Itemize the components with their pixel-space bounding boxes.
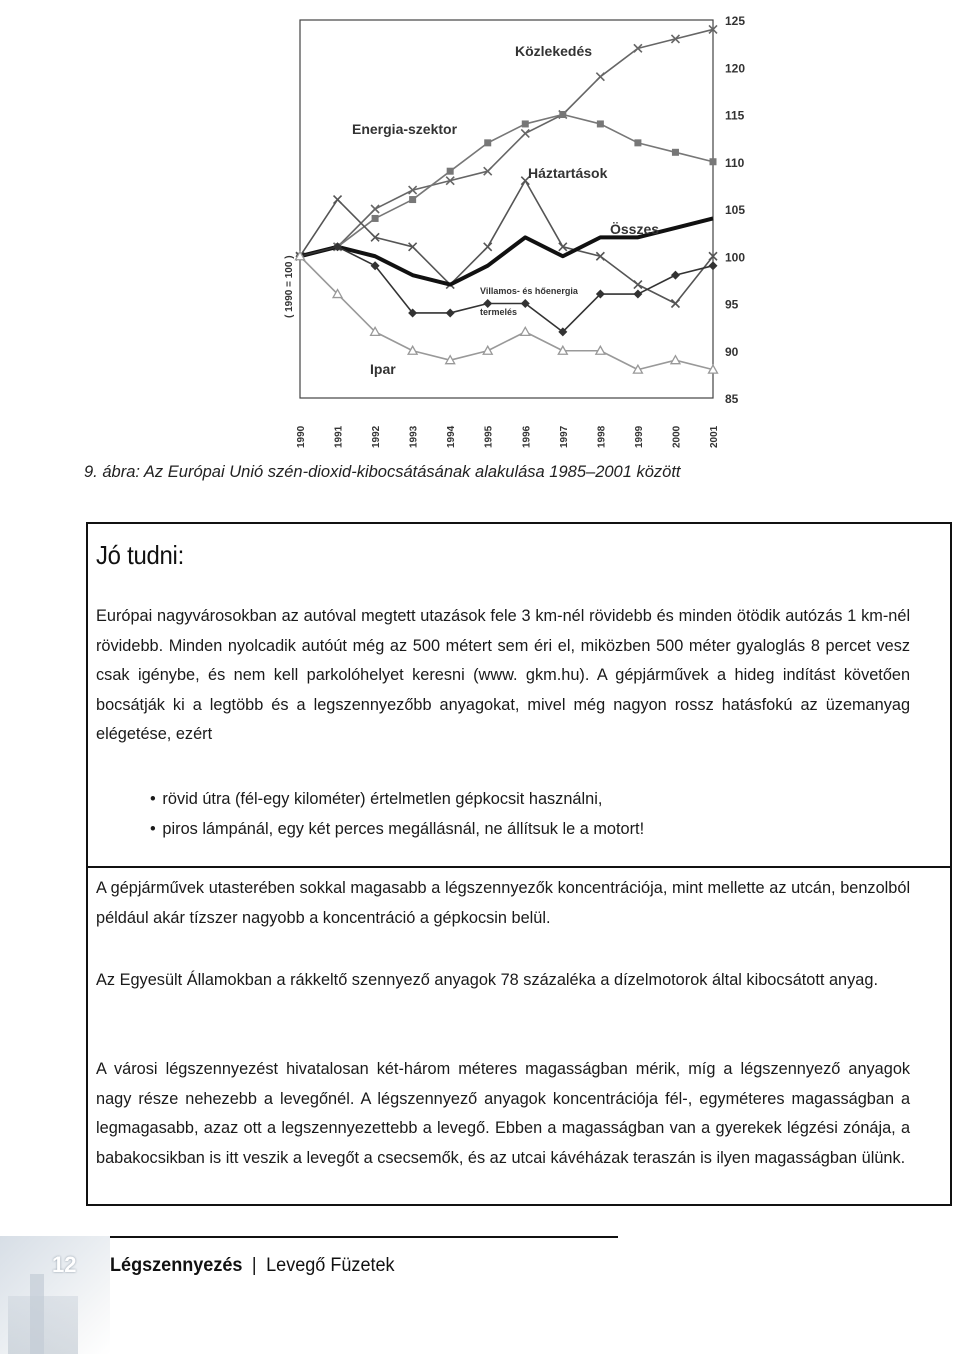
y-tick-label: 120 <box>725 61 746 76</box>
x-tick-label: 1993 <box>408 425 420 448</box>
figure-caption: 9. ábra: Az Európai Unió szén-dioxid-kibocsátásának alakulása 1985–2001 között <box>84 463 681 481</box>
point-marker <box>672 149 679 156</box>
point-marker <box>633 290 642 299</box>
x-tick-label: 1994 <box>446 425 458 448</box>
y-axis-label: ( 1990 = 100 ) <box>284 255 295 318</box>
y-tick-label: 125 <box>725 14 746 28</box>
x-tick-label: 1998 <box>596 425 608 448</box>
y-tick-label: 100 <box>725 250 746 265</box>
info-box-title: Jó tudni: <box>96 540 184 570</box>
footer-separator: | <box>251 1255 257 1276</box>
point-marker <box>446 308 455 317</box>
x-tick-label: 2000 <box>671 425 683 448</box>
emissions-chart <box>270 8 770 460</box>
y-tick-label: 90 <box>725 344 739 359</box>
point-marker <box>484 139 491 146</box>
series-label: termelés <box>480 307 518 317</box>
y-tick-label: 85 <box>725 392 739 406</box>
series-label: Villamos- és hőenergia <box>480 286 578 296</box>
point-marker <box>597 120 604 127</box>
point-marker <box>559 111 566 118</box>
point-marker <box>634 139 641 146</box>
y-tick-label: 110 <box>725 155 745 170</box>
point-marker <box>521 327 530 335</box>
y-tick-label: 115 <box>725 108 745 123</box>
x-tick-label: 1991 <box>333 425 345 448</box>
x-tick-label: 2001 <box>709 425 720 448</box>
point-marker <box>671 356 680 364</box>
info-paragraph-1: Európai nagyvárosokban az autóval megtett utazások fele 3 km-nél rövidebb és minden ötödik autózás 1 km-nél rövidebb. Minden nyolcadik autóút még az 500 métert sem éri el, miközben 500 méter gyaloglás 8 percet vesz csak igénybe, és nem kell parkolóhelyet keresni (www. gkm.hu). A gépjárművek a hideg indítást követően bocsátják ki a legtöbb és a legszennyezőbb anyagokat, mivel még nagyon rossz hatásfokú az üzemanyag elégetése, ezért <box>96 606 911 743</box>
footer-title <box>110 1255 395 1277</box>
series-label: Közlekedés <box>515 43 593 59</box>
point-marker <box>671 271 680 280</box>
info-paragraph-3: Az Egyesült Államokban a rákkeltő szennyező anyagok 78 százaléka a dízelmotorok által kibocsátott anyag. <box>96 970 878 989</box>
point-marker <box>522 120 529 127</box>
point-marker <box>710 158 717 165</box>
bullet-item: • piros lámpánál, egy két perces megállásnál, ne állítsuk le a motort! <box>150 814 899 844</box>
point-marker <box>408 346 417 354</box>
footer-rule <box>110 1236 618 1238</box>
series-label: Energia-szektor <box>352 121 458 137</box>
point-marker <box>409 196 416 203</box>
info-box-divider <box>86 866 952 868</box>
emissions-chart-svg <box>270 8 770 460</box>
x-tick-label: 1995 <box>483 425 495 448</box>
point-marker <box>372 215 379 222</box>
info-paragraph-4: A városi légszennyezést hivatalosan két-három méteres magasságban mérik, míg a légszennyező anyagok nagy része nehezebb a levegőnél. A légszennyező anyagok koncentrációja fél-, egyméteres magasságban a legmagasabb, azaz ott a legszennyezettebb a levegő. Ebben a magasságban van a gyerekek légzési zónája, a babakocsikban is itt veszik a levegőt a csecsemők, és az utcai kávéházak teraszán is ilyen magasságban ülünk. <box>96 1059 911 1167</box>
bullet-item: • rövid útra (fél-egy kilométer) értelmetlen gépkocsit használni, <box>150 784 899 814</box>
x-tick-label: 1992 <box>371 425 383 448</box>
series-label: Háztartások <box>528 165 608 181</box>
footer-title-rest: Levegő Füzetek <box>266 1255 395 1276</box>
x-tick-label: 1997 <box>558 425 570 448</box>
point-marker <box>709 261 718 270</box>
point-marker <box>483 346 492 354</box>
footer-title-bold: Légszennyezés <box>110 1255 243 1276</box>
footer-image-tower <box>30 1274 44 1354</box>
y-tick-label: 95 <box>725 297 739 312</box>
x-tick-label: 1990 <box>296 425 307 448</box>
x-tick-label: 1999 <box>633 425 645 448</box>
info-bullet-list <box>150 784 899 844</box>
series-label: Ipar <box>370 361 396 377</box>
y-tick-label: 105 <box>725 203 746 217</box>
point-marker <box>447 168 454 175</box>
info-paragraph-2: A gépjárművek utasterében sokkal magasabb a légszennyezők koncentrációja, mint mellette az utcán, benzolból például akár tízszer nagyobb a koncentráció a gépkocsin belül. <box>96 878 911 927</box>
series-label: Összes <box>610 221 660 237</box>
x-tick-label: 1996 <box>521 425 533 448</box>
page-number: 12 <box>52 1252 77 1277</box>
